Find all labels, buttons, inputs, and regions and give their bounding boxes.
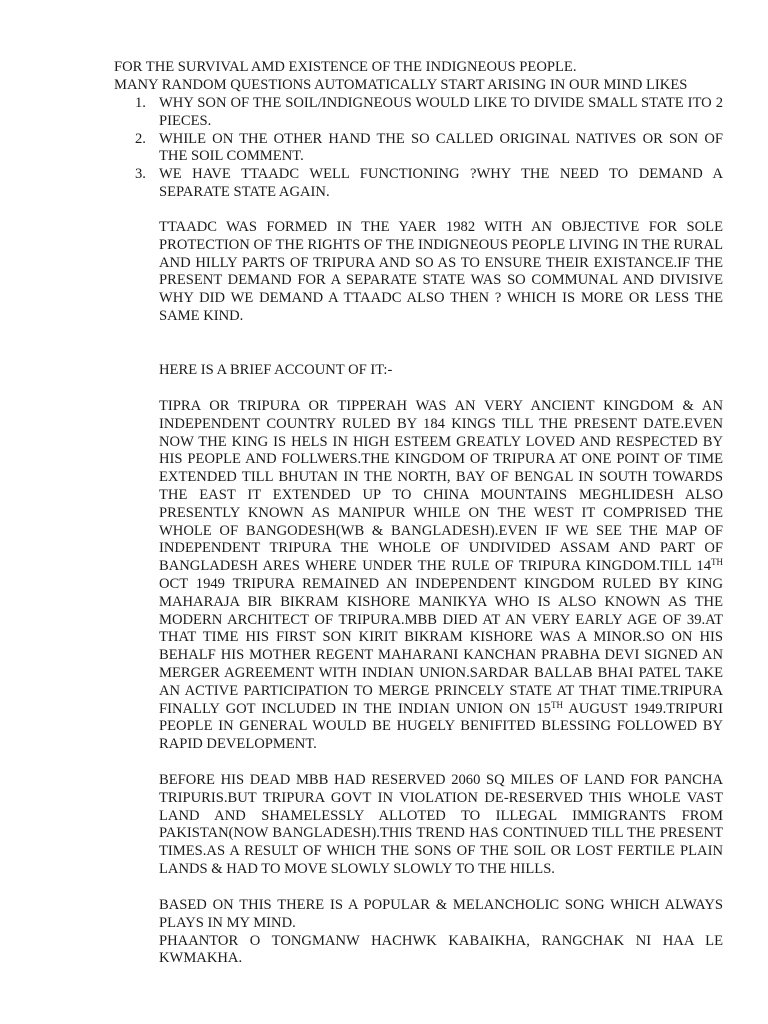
song-paragraph bbox=[159, 897, 723, 968]
ordinal-suffix: TH bbox=[550, 699, 563, 710]
list-item-text: WHY SON OF THE SOIL/INDIGNEOUS WOULD LIKE TO DIVIDE SMALL STATE ITO 2 PIECES. bbox=[159, 95, 723, 129]
ttaadc-paragraph: TTAADC WAS FORMED IN THE YAER 1982 WITH AN OBJECTIVE FOR SOLE PROTECTION OF THE RIGHTS OF THE INDIGNEOUS PEOPLE LIVING IN THE RURAL AND HILLY PARTS OF TRIPURA AND SO AS TO ENSURE THEIR EXISTANCE.IF THE PRESENT DEMAND FOR A SEPARATE STATE WAS SO COMMUNAL AND DIVISIVE WHY DID WE DEMAND A TTAADC ALSO THEN ? WHICH IS MORE OR LESS THE SAME KIND. bbox=[159, 219, 723, 324]
list-item-number: 2. bbox=[135, 130, 146, 147]
intro-line-2: MANY RANDOM QUESTIONS AUTOMATICALLY START ARISING IN OUR MIND LIKES bbox=[114, 76, 688, 93]
questions-list bbox=[116, 95, 723, 202]
list-item bbox=[116, 95, 723, 131]
list-item-text: WHILE ON THE OTHER HAND THE SO CALLED ORIGINAL NATIVES OR SON OF THE SOIL COMMENT. bbox=[159, 130, 723, 165]
intro-block bbox=[114, 59, 734, 95]
history-paragraph bbox=[159, 398, 723, 754]
list-item bbox=[116, 166, 723, 202]
song-intro-text: BASED ON THIS THERE IS A POPULAR & MELANCHOLIC SONG WHICH ALWAYS PLAYS IN MY MIND. bbox=[159, 897, 723, 931]
history-text-part-3: AUGUST 1949.TRIPURI PEOPLE IN GENERAL WOULD BE HUGELY BENIFITED BLESSING FOLLOWED BY RAPID DEVELOPMENT. bbox=[159, 700, 723, 753]
history-text-part-2: OCT 1949 TRIPURA REMAINED AN INDEPENDENT KINGDOM RULED BY KING MAHARAJA BIR BIKRAM KISHORE MANIKYA WHO IS ALSO KNOWN AS THE MODERN ARCHITECT OF TRIPURA.MBB DIED AT AN VERY EARLY AGE OF 39.AT THAT TIME HIS FIRST SON KIRIT BIKRAM KISHORE WAS A MINOR.SO ON HIS BEHALF HIS MOTHER REGENT MAHARANI KANCHAN PRABHA DEVI SIGNED AN MERGER AGREEMENT WITH INDIAN UNION.SARDAR BALLAB BHAI PATEL TAKE AN ACTIVE PARTICIPATION TO MERGE PRINCELY STATE AT THAT TIME.TRIPURA FINALLY GOT INCLUDED IN THE INDIAN UNION ON 15 bbox=[159, 575, 723, 717]
brief-account-heading: HERE IS A BRIEF ACCOUNT OF IT:- bbox=[159, 362, 393, 378]
intro-line-1: FOR THE SURVIVAL AMD EXISTENCE OF THE INDIGNEOUS PEOPLE. bbox=[114, 59, 577, 75]
land-paragraph: BEFORE HIS DEAD MBB HAD RESERVED 2060 SQ MILES OF LAND FOR PANCHA TRIPURIS.BUT TRIPURA GOVT IN VIOLATION DE-RESERVED THIS WHOLE VAST LAND AND SHAMELESSLY ALLOTED TO ILLEGAL IMMIGRANTS FROM PAKISTAN(NOW BANGLADESH).THIS TREND HAS CONTINUED TILL THE PRESENT TIMES.AS A RESULT OF WHICH THE SONS OF THE SOIL OR LOST FERTILE PLAIN LANDS & HAD TO MOVE SLOWLY SLOWLY TO THE HILLS. bbox=[159, 772, 723, 877]
list-item-number: 3. bbox=[135, 166, 146, 183]
list-item-number: 1. bbox=[135, 95, 146, 111]
song-lyric-text: PHAANTOR O TONGMANW HACHWK KABAIKHA, RANGCHAK NI HAA LE KWMAKHA. bbox=[159, 932, 723, 967]
ordinal-suffix: TH bbox=[711, 557, 723, 568]
list-item bbox=[116, 131, 723, 167]
history-text-part-1: TIPRA OR TRIPURA OR TIPPERAH WAS AN VERY ANCIENT KINGDOM & AN INDEPENDENT COUNTRY RULED BY 184 KINGS TILL THE PRESENT DATE.EVEN NOW THE KING IS HELS IN HIGH ESTEEM GREATLY LOVED AND RESPECTED BY HIS PEOPLE AND FOLLWERS.THE KINGDOM OF TRIPURA AT ONE POINT OF TIME EXTENDED TILL BHUTAN IN THE NORTH, BAY OF BENGAL IN SOUTH TOWARDS THE EAST IT EXTENDED UP TO CHINA MOUNTAINS MEGHLIDESH ALSO PRESENTLY KNOWN AS MANIPUR WHILE ON THE WEST IT COMPRISED THE WHOLE OF BANGODESH(WB & BANGLADESH).EVEN IF WE SEE THE MAP OF INDEPENDENT TRIPURA THE WHOLE OF UNDIVIDED ASSAM AND PART OF BANGLADESH ARES WHERE UNDER THE RULE OF TRIPURA KINGDOM.TILL 14 bbox=[159, 398, 723, 575]
list-item-text: WE HAVE TTAADC WELL FUNCTIONING ?WHY THE NEED TO DEMAND A SEPARATE STATE AGAIN. bbox=[159, 166, 723, 200]
